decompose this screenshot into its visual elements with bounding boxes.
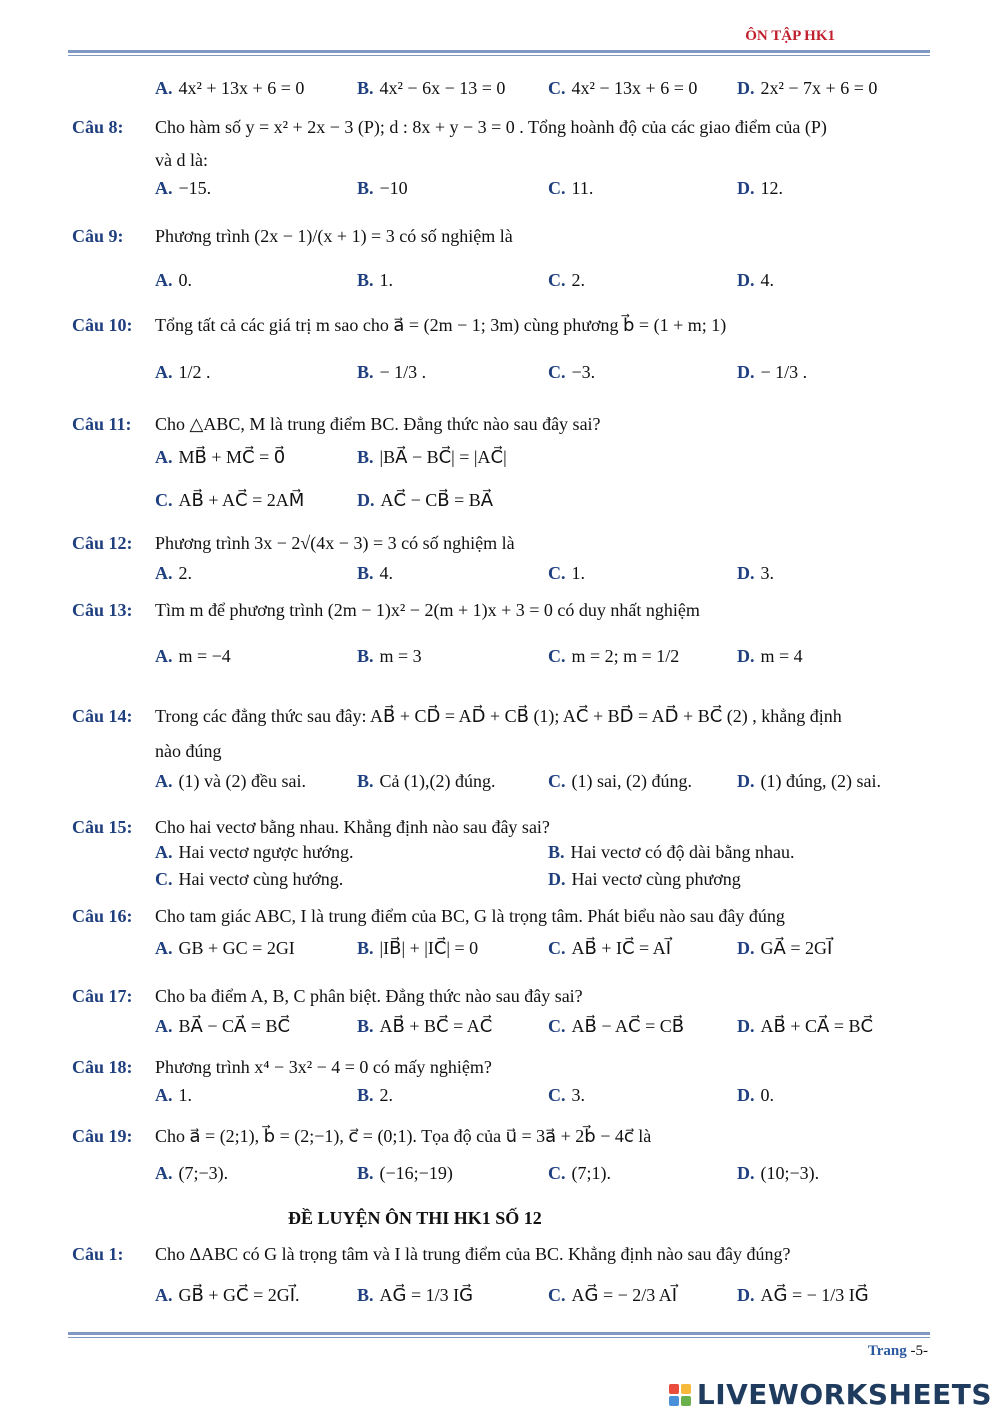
question-number: Câu 15: (72, 817, 133, 837)
option-letter: C. (548, 178, 566, 198)
option-text: 1/2 . (178, 362, 211, 382)
option-text: 2. (571, 270, 585, 290)
answer-option[interactable] (548, 646, 679, 667)
question-text: Cho hàm số y = x² + 2x − 3 (P); d : 8x + y − 3 = 0 . Tổng hoành độ của các giao điểm của (P) (155, 117, 827, 137)
option-text: 12. (760, 178, 783, 198)
option-text: (7;−3). (178, 1163, 229, 1183)
option-text: 3. (760, 563, 774, 583)
option-letter: D. (737, 1016, 755, 1036)
answer-option[interactable] (357, 646, 422, 667)
option-text: Hai vectơ cùng hướng. (178, 869, 344, 889)
content-row (0, 817, 1000, 843)
answer-option[interactable] (155, 1163, 228, 1184)
question-text: Cho tam giác ABC, I là trung điểm của BC, G là trọng tâm. Phát biểu nào sau đây đúng (155, 906, 785, 926)
brand-square-yellow (681, 1384, 691, 1394)
question-number: Câu 16: (72, 906, 133, 926)
option-letter: A. (155, 447, 173, 467)
option-letter: B. (357, 1085, 374, 1105)
content-row (0, 178, 1000, 204)
option-letter: A. (155, 1285, 173, 1305)
content-row (0, 150, 1000, 176)
question-text: Cho ΔABC có G là trọng tâm và I là trung điểm của BC. Khẳng định nào sau đây đúng? (155, 1244, 791, 1264)
option-text: AB⃗ − AC⃗ = CB⃗ (571, 1016, 685, 1036)
content-row (0, 447, 1000, 473)
answer-option[interactable] (737, 362, 807, 383)
answer-option[interactable] (548, 771, 692, 792)
option-text: −10 (379, 178, 408, 198)
content-row (0, 906, 1000, 932)
option-letter: A. (155, 362, 173, 382)
question-text: Trong các đẳng thức sau đây: AB⃗ + CD⃗ = AD⃗ + CB⃗ (1); AC⃗ + BD⃗ = AD⃗ + BC⃗ (2) , khẳng định (155, 706, 842, 726)
answer-option[interactable] (155, 362, 211, 383)
answer-option[interactable] (357, 1163, 453, 1184)
answer-option[interactable] (155, 447, 285, 468)
question-text: Cho hai vectơ bằng nhau. Khẳng định nào sau đây sai? (155, 817, 550, 837)
page-number: -5- (910, 1343, 928, 1359)
answer-option[interactable] (548, 869, 741, 890)
question-text-continued: và d là: (155, 150, 208, 170)
option-text: |IB⃗| + |IC⃗| = 0 (379, 938, 479, 958)
answer-option[interactable] (548, 1163, 611, 1184)
option-text: AG⃗ = 1/3 IG⃗ (379, 1285, 474, 1305)
header-rule (68, 50, 930, 53)
option-letter: A. (155, 1016, 173, 1036)
option-text: 1. (571, 563, 585, 583)
answer-option[interactable] (548, 78, 697, 99)
content-row (0, 533, 1000, 559)
section-title: ĐỀ LUYỆN ÔN THI HK1 SỐ 12 (288, 1208, 542, 1228)
question-number: Câu 19: (72, 1126, 133, 1146)
option-letter: C. (155, 490, 173, 510)
option-text: AB⃗ + IC⃗ = AI⃗ (571, 938, 672, 958)
option-text: 4x² + 13x + 6 = 0 (178, 78, 305, 98)
answer-option[interactable] (737, 270, 774, 291)
answer-option[interactable] (155, 270, 192, 291)
option-letter: B. (548, 842, 565, 862)
option-letter: D. (548, 869, 566, 889)
content-row (0, 315, 1000, 341)
option-text: (1) sai, (2) đúng. (571, 771, 692, 791)
option-letter: B. (357, 563, 374, 583)
option-letter: B. (357, 447, 374, 467)
question-text: Cho a⃗ = (2;1), b⃗ = (2;−1), c⃗ = (0;1). Tọa độ của u⃗ = 3a⃗ + 2b⃗ − 4c⃗ là (155, 1126, 652, 1146)
content-row (0, 1085, 1000, 1111)
answer-option[interactable] (548, 178, 593, 199)
option-letter: C. (548, 1085, 566, 1105)
option-letter: D. (737, 362, 755, 382)
option-letter: C. (548, 78, 566, 98)
option-letter: D. (737, 646, 755, 666)
question-text: Phương trình 3x − 2√(4x − 3) = 3 có số nghiệm là (155, 533, 515, 553)
option-text: −15. (178, 178, 212, 198)
answer-option[interactable] (155, 842, 354, 863)
content-row (0, 842, 1000, 868)
question-number: Câu 17: (72, 986, 133, 1006)
content-row (0, 117, 1000, 143)
question-number: Câu 9: (72, 226, 124, 246)
brand-square-green (681, 1396, 691, 1406)
option-text: AC⃗ − CB⃗ = BA⃗ (380, 490, 494, 510)
content-row (0, 226, 1000, 252)
option-letter: B. (357, 771, 374, 791)
answer-option[interactable] (357, 1285, 473, 1306)
option-letter: A. (155, 938, 173, 958)
option-letter: D. (737, 1085, 755, 1105)
option-text: 3. (571, 1085, 585, 1105)
option-text: 2. (178, 563, 192, 583)
content-row (0, 563, 1000, 589)
option-text: Cả (1),(2) đúng. (379, 771, 496, 791)
content-row (0, 706, 1000, 732)
option-letter: A. (155, 1085, 173, 1105)
option-text: GB + GC = 2GI (178, 938, 295, 958)
option-letter: A. (155, 563, 173, 583)
option-text: 2x² − 7x + 6 = 0 (760, 78, 878, 98)
option-text: Hai vectơ ngược hướng. (178, 842, 354, 862)
option-text: − 1/3 . (760, 362, 808, 382)
content-row (0, 362, 1000, 388)
brand-name: LIVEWORKSHEETS (696, 1378, 992, 1411)
answer-option[interactable] (155, 563, 192, 584)
question-number: Câu 12: (72, 533, 133, 553)
content-row (0, 938, 1000, 964)
option-letter: D. (737, 938, 755, 958)
content-row (0, 1016, 1000, 1042)
option-letter: B. (357, 270, 374, 290)
option-text: − 1/3 . (379, 362, 427, 382)
answer-option[interactable] (155, 1085, 192, 1106)
answer-option[interactable] (357, 490, 493, 511)
option-letter: D. (737, 178, 755, 198)
answer-option[interactable] (737, 938, 832, 959)
page-footer (868, 1343, 928, 1360)
option-letter: A. (155, 270, 173, 290)
answer-option[interactable] (155, 771, 306, 792)
option-text: 4. (379, 563, 394, 583)
option-letter: C. (548, 563, 566, 583)
option-letter: C. (548, 646, 566, 666)
answer-option[interactable] (737, 646, 803, 667)
content-row (0, 646, 1000, 672)
answer-option[interactable] (357, 563, 393, 584)
option-letter: C. (155, 869, 173, 889)
answer-option[interactable] (737, 771, 881, 792)
option-text: Hai vectơ cùng phương (571, 869, 741, 889)
option-text: AB⃗ + BC⃗ = AC⃗ (379, 1016, 493, 1036)
content-row (0, 414, 1000, 440)
option-text: MB⃗ + MC⃗ = 0⃗ (178, 447, 286, 467)
option-letter: B. (357, 178, 374, 198)
option-text: 0. (760, 1085, 774, 1105)
option-text: m = 4 (760, 646, 803, 666)
footer-label: Trang (867, 1343, 907, 1359)
question-number: Câu 8: (72, 117, 124, 137)
answer-option[interactable] (548, 938, 671, 959)
option-letter: A. (155, 1163, 173, 1183)
answer-option[interactable] (548, 1085, 585, 1106)
content-row (0, 600, 1000, 626)
question-number: Câu 1: (72, 1244, 124, 1264)
option-text: AB⃗ + CA⃗ = BC⃗ (760, 1016, 874, 1036)
answer-option[interactable] (548, 362, 595, 383)
brand-grid-icon (669, 1384, 691, 1406)
option-text: (10;−3). (760, 1163, 820, 1183)
question-text-continued: nào đúng (155, 741, 222, 761)
option-letter: D. (357, 490, 375, 510)
option-letter: C. (548, 1285, 566, 1305)
answer-option[interactable] (155, 938, 295, 959)
liveworksheets-logo (669, 1378, 992, 1411)
option-letter: A. (155, 78, 173, 98)
option-letter: B. (357, 1016, 374, 1036)
content-row (0, 78, 1000, 104)
option-letter: C. (548, 270, 566, 290)
option-text: 1. (178, 1085, 192, 1105)
question-number: Câu 18: (72, 1057, 133, 1077)
brand-square-blue (669, 1396, 679, 1406)
answer-option[interactable] (737, 1285, 869, 1306)
answer-option[interactable] (155, 1016, 290, 1037)
option-text: 2. (379, 1085, 394, 1105)
option-text: 4x² − 6x − 13 = 0 (379, 78, 506, 98)
question-text: Tổng tất cả các giá trị m sao cho a⃗ = (2m − 1; 3m) cùng phương b⃗ = (1 + m; 1) (155, 315, 727, 335)
question-text: Tìm m để phương trình (2m − 1)x² − 2(m + 1)x + 3 = 0 có duy nhất nghiệm (155, 600, 700, 620)
answer-option[interactable] (155, 78, 304, 99)
answer-option[interactable] (737, 78, 877, 99)
option-letter: B. (357, 646, 374, 666)
option-letter: A. (155, 771, 173, 791)
option-letter: B. (357, 938, 374, 958)
content-row (0, 270, 1000, 296)
option-text: 0. (178, 270, 192, 290)
option-text: (1) đúng, (2) sai. (760, 771, 881, 791)
question-text: Phương trình (2x − 1)/(x + 1) = 3 có số nghiệm là (155, 226, 513, 246)
page-header-title: ÔN TẬP HK1 (745, 28, 835, 44)
option-letter: A. (155, 646, 173, 666)
option-text: Hai vectơ có độ dài bằng nhau. (570, 842, 795, 862)
option-letter: B. (357, 362, 374, 382)
option-letter: A. (155, 178, 173, 198)
question-text: Phương trình x⁴ − 3x² − 4 = 0 có mấy nghiệm? (155, 1057, 492, 1077)
content-row (0, 490, 1000, 516)
answer-option[interactable] (357, 78, 505, 99)
option-letter: B. (357, 1163, 374, 1183)
option-letter: D. (737, 78, 755, 98)
answer-option[interactable] (737, 178, 783, 199)
option-text: (−16;−19) (379, 1163, 453, 1183)
option-text: 4. (760, 270, 774, 290)
option-text: GA⃗ = 2GI⃗ (760, 938, 833, 958)
answer-option[interactable] (155, 646, 231, 667)
option-letter: C. (548, 938, 566, 958)
header-rule-thin (68, 55, 930, 56)
answer-option[interactable] (155, 869, 343, 890)
option-letter: C. (548, 1163, 566, 1183)
question-text: Cho △ABC, M là trung điểm BC. Đẳng thức nào sau đây sai? (155, 414, 601, 434)
answer-option[interactable] (155, 1285, 300, 1306)
content-row (0, 771, 1000, 797)
option-text: 1. (379, 270, 394, 290)
content-row (0, 986, 1000, 1012)
option-text: |BA⃗ − BC⃗| = |AC⃗| (379, 447, 507, 467)
option-text: BA⃗ − CA⃗ = BC⃗ (178, 1016, 291, 1036)
answer-option[interactable] (357, 270, 393, 291)
question-number: Câu 13: (72, 600, 133, 620)
option-text: (1) và (2) đều sai. (178, 771, 306, 791)
option-letter: C. (548, 771, 566, 791)
footer-rule (68, 1332, 930, 1335)
answer-option[interactable] (548, 1285, 677, 1306)
option-letter: D. (737, 1163, 755, 1183)
answer-option[interactable] (548, 1016, 684, 1037)
answer-option[interactable] (357, 1016, 492, 1037)
option-text: −3. (571, 362, 596, 382)
option-text: AG⃗ = − 2/3 AI⃗ (571, 1285, 678, 1305)
content-row (0, 741, 1000, 767)
option-text: AG⃗ = − 1/3 IG⃗ (760, 1285, 869, 1305)
question-number: Câu 14: (72, 706, 133, 726)
option-letter: B. (357, 78, 374, 98)
option-letter: D. (737, 1285, 755, 1305)
answer-option[interactable] (357, 362, 426, 383)
content-row (0, 1163, 1000, 1189)
answer-option[interactable] (548, 270, 585, 291)
question-number: Câu 11: (72, 414, 132, 434)
option-letter: B. (357, 1285, 374, 1305)
answer-option[interactable] (357, 447, 507, 468)
answer-option[interactable] (357, 178, 408, 199)
answer-option[interactable] (737, 1016, 873, 1037)
option-letter: D. (737, 270, 755, 290)
option-text: (7;1). (571, 1163, 611, 1183)
option-letter: C. (548, 362, 566, 382)
option-letter: D. (737, 563, 755, 583)
answer-option[interactable] (357, 1085, 393, 1106)
content-row (0, 1285, 1000, 1311)
brand-square-red (669, 1384, 679, 1394)
question-text: Cho ba điểm A, B, C phân biệt. Đẳng thức nào sau đây sai? (155, 986, 583, 1006)
option-letter: C. (548, 1016, 566, 1036)
question-number: Câu 10: (72, 315, 133, 335)
content-row (0, 869, 1000, 895)
answer-option[interactable] (737, 1085, 774, 1106)
option-text: GB⃗ + GC⃗ = 2GI⃗. (178, 1285, 300, 1305)
answer-option[interactable] (737, 563, 774, 584)
option-letter: A. (155, 842, 173, 862)
content-row (0, 1057, 1000, 1083)
answer-option[interactable] (155, 490, 304, 511)
content-row (0, 1244, 1000, 1270)
option-text: m = 3 (379, 646, 422, 666)
option-text: 11. (571, 178, 594, 198)
answer-option[interactable] (548, 563, 585, 584)
answer-option[interactable] (548, 842, 794, 863)
answer-option[interactable] (357, 771, 496, 792)
option-text: m = −4 (178, 646, 231, 666)
option-text: m = 2; m = 1/2 (571, 646, 680, 666)
option-letter: D. (737, 771, 755, 791)
content-row (0, 1126, 1000, 1152)
answer-option[interactable] (737, 1163, 819, 1184)
answer-option[interactable] (357, 938, 478, 959)
footer-rule-thin (68, 1337, 930, 1338)
option-text: 4x² − 13x + 6 = 0 (571, 78, 698, 98)
answer-option[interactable] (155, 178, 211, 199)
option-text: AB⃗ + AC⃗ = 2AM⃗ (178, 490, 305, 510)
